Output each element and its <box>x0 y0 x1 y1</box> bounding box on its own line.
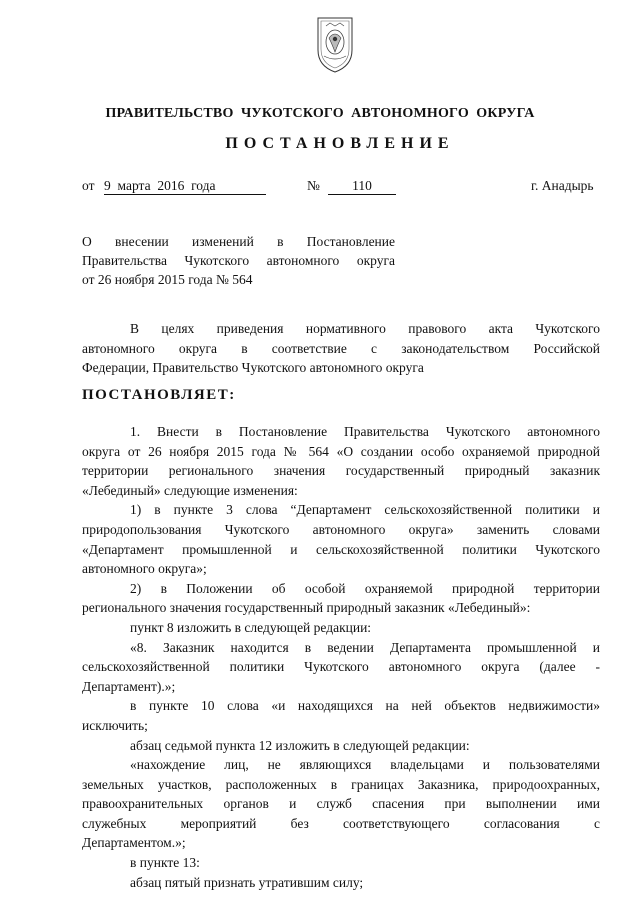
preamble-line: автономного округа в соответствие с законодательством Российской <box>82 340 600 356</box>
body-line: в пункте 13: <box>130 855 200 871</box>
body-line: служебных мероприятий без соответствующего согласования с <box>82 815 600 831</box>
coat-of-arms-emblem <box>310 12 360 76</box>
date-value: 9 марта 2016 года <box>104 178 266 195</box>
preamble-line: В целях приведения нормативного правового акта Чукотского <box>130 321 600 336</box>
body-line: 2) в Положении об особой охраняемой природной территории <box>130 580 600 596</box>
resolution-body <box>82 422 600 892</box>
date-prefix: от <box>82 178 95 193</box>
body-line: Департамент).»; <box>82 678 176 694</box>
body-line: Департаментом.»; <box>82 835 186 851</box>
body-line: сельскохозяйственной политики Чукотского автономного округа (далее - <box>82 659 600 675</box>
preamble <box>82 319 600 378</box>
body-line: 1. Внести в Постановление Правительства Чукотского автономного <box>130 424 600 439</box>
body-line: автономного округа»; <box>82 561 207 577</box>
subject-line: О внесении изменений в Постановление <box>82 234 395 249</box>
body-line: пункт 8 изложить в следующей редакции: <box>130 619 372 635</box>
body-line: исключить; <box>82 717 148 733</box>
subject-line: Правительства Чукотского автономного округа <box>82 253 395 268</box>
body-line: абзац седьмой пункта 12 изложить в следующей редакции: <box>130 737 470 753</box>
body-line: 1) в пункте 3 слова “Департамент сельскохозяйственной политики и <box>130 502 600 518</box>
subject-line: от 26 ноября 2015 года № 564 <box>82 272 253 287</box>
body-line: природопользования Чукотского автономного округа» заменить словами <box>82 521 600 537</box>
body-line: «Департамент промышленной и сельскохозяйственной политики Чукотского <box>82 541 600 557</box>
body-line: земельных участков, расположенных в границах Заказника, природоохранных, <box>82 776 600 792</box>
body-line: «Лебединый» следующие изменения: <box>82 482 298 498</box>
body-line: «8. Заказник находится в ведении Департамента промышленной и <box>130 639 600 655</box>
body-line: «нахождение лиц, не являющихся владельцами и пользователями <box>130 757 600 773</box>
body-line: регионального значения государственный природный заказник «Лебединый»: <box>82 600 531 616</box>
body-line: округа от 26 ноября 2015 года № 564 «О создании особо охраняемой природной <box>82 443 600 459</box>
document-number: 110 <box>328 178 396 195</box>
body-line: абзац пятый признать утратившим силу; <box>130 874 364 890</box>
body-line: в пункте 10 слова «и находящихся на ней объектов недвижимости» <box>130 698 600 714</box>
number-sign: № <box>307 178 320 193</box>
preamble-line: Федерации, Правительство Чукотского автономного округа <box>82 360 424 376</box>
government-title: ПРАВИТЕЛЬСТВО ЧУКОТСКОГО АВТОНОМНОГО ОКРУГА <box>105 106 535 121</box>
city: г. Анадырь <box>531 178 594 193</box>
body-line: правоохранительных органов и служб спасения при выполнении ими <box>82 796 600 812</box>
resolve-heading: ПОСТАНОВЛЯЕТ: <box>82 387 236 403</box>
document-subject <box>82 232 395 289</box>
document-type-title: ПОСТАНОВЛЕНИЕ <box>225 135 455 152</box>
body-line: территории регионального значения государственный природный заказник <box>82 463 600 479</box>
